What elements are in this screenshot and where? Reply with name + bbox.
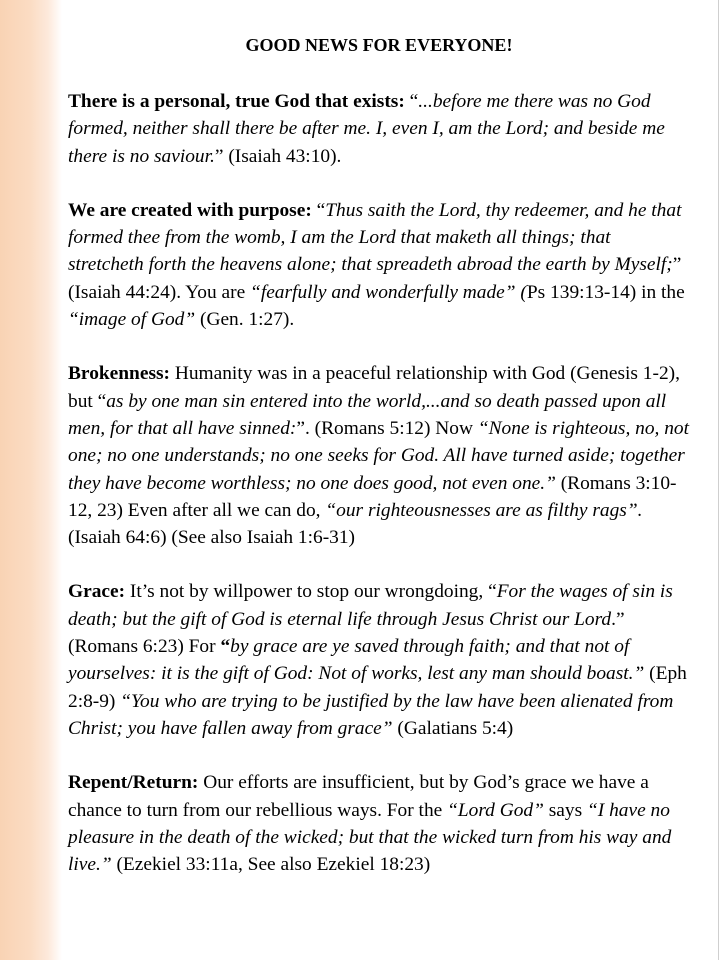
paragraph-heading: Grace: [68,581,126,603]
scripture-quote: by grace are ye saved through faith; and that not of yourselves: it is the gift of God: Not of works, lest any man should boast.” [68,636,645,685]
paragraph-heading: We are created with purpose: [68,199,312,221]
paragraph-god-exists: There is a personal, true God that exists: “...before me there was no God formed, neither shall there be after me. I, even I, am the Lord; and beside me there is no saviour.” (Isaiah 43:10). [68,91,665,167]
scripture-quote: “You who are trying to be justified by the law have been alienated from Christ; you have fallen away from grace” [68,690,674,739]
paragraph-purpose: We are created with purpose: “Thus saith the Lord, thy redeemer, and he that formed thee from the womb, I am the Lord that maketh all things; that stretcheth forth the heavens alone; that spreadeth abroad the earth by Myself;” (Isaiah 44:24). You are “fearfully and wonderfully made” (Ps 139:13-14) in the “image of God” (Gen. 1:27). [68,199,685,331]
paragraph-heading: Brokenness: [68,363,170,385]
scripture-quote: For the wages of sin is death; but the gift of God is eternal life through Jesus Christ our Lord [68,581,673,630]
scripture-quote: “None is righteous, no, not one; no one understands; no one seeks for God. All have turned aside; together they have become worthless; no one does good, not even one.” [68,417,690,494]
page-edge-shade [0,0,62,960]
scripture-quote: “Lord God” [447,799,544,821]
paragraph-heading: Repent/Return: [68,772,199,794]
paragraph-repent: Repent/Return: Our efforts are insufficient, but by God’s grace we have a chance to turn from our rebellious ways. For the “Lord God” says “I have no pleasure in the death of the wicked; but that the wicked turn from his way and live.” (Ezekiel 33:11a, See also Ezekiel 18:23) [68,772,672,876]
document-page [68,0,690,878]
scripture-quote: as by one man sin entered into the world,...and so death passed upon all men, for that all have sinned: [68,390,667,439]
scripture-quote: Thus saith the Lord, thy redeemer, and he that formed thee from the womb, I am the Lord that maketh all things; that stretcheth forth the heavens alone; that spreadeth abroad the earth by Myself; [68,199,682,276]
paragraph-grace: Grace: It’s not by willpower to stop our wrongdoing, “For the wages of sin is death; but the gift of God is eternal life through Jesus Christ our Lord.” (Romans 6:23) For “by grace are ye saved through faith; and that not of yourselves: it is the gift of God: Not of works, lest any man should boast.” (Eph 2:8-9) “You who are trying to be justified by the law have been alienated from Christ; you have fallen away from grace” (Galatians 5:4) [68,581,687,739]
scripture-quote: “I have no pleasure in the death of the wicked; but that the wicked turn from his way and live.” [68,799,672,876]
page-title: GOOD NEWS FOR EVERYONE! [245,35,513,55]
paragraph-heading: There is a personal, true God that exists: [68,91,405,112]
scripture-quote: ...before me there was no God formed, neither shall there be after me. I, even I, am the Lord; and beside me there is no saviour. [68,91,665,167]
paragraph-brokenness: Brokenness: Humanity was in a peaceful relationship with God (Genesis 1-2), but “as by one man sin entered into the world,...and so death passed upon all men, for that all have sinned:”. (Romans 5:12) Now “None is righteous, no, not one; no one understands; no one seeks for God. All have turned aside; together they have become worthless; no one does good, not even one.” (Romans 3:10-12, 23) Even after all we can do, “our righteousnesses are as filthy rags”. (Isaiah 64:6) (See also Isaiah 1:6-31) [68,363,690,549]
page-border [718,0,719,960]
scripture-quote: “fearfully and wonderfully made” ( [250,281,527,303]
scripture-quote: “our righteousnesses are as filthy rags”. [325,499,643,521]
scripture-quote: “image of God” [68,309,196,331]
